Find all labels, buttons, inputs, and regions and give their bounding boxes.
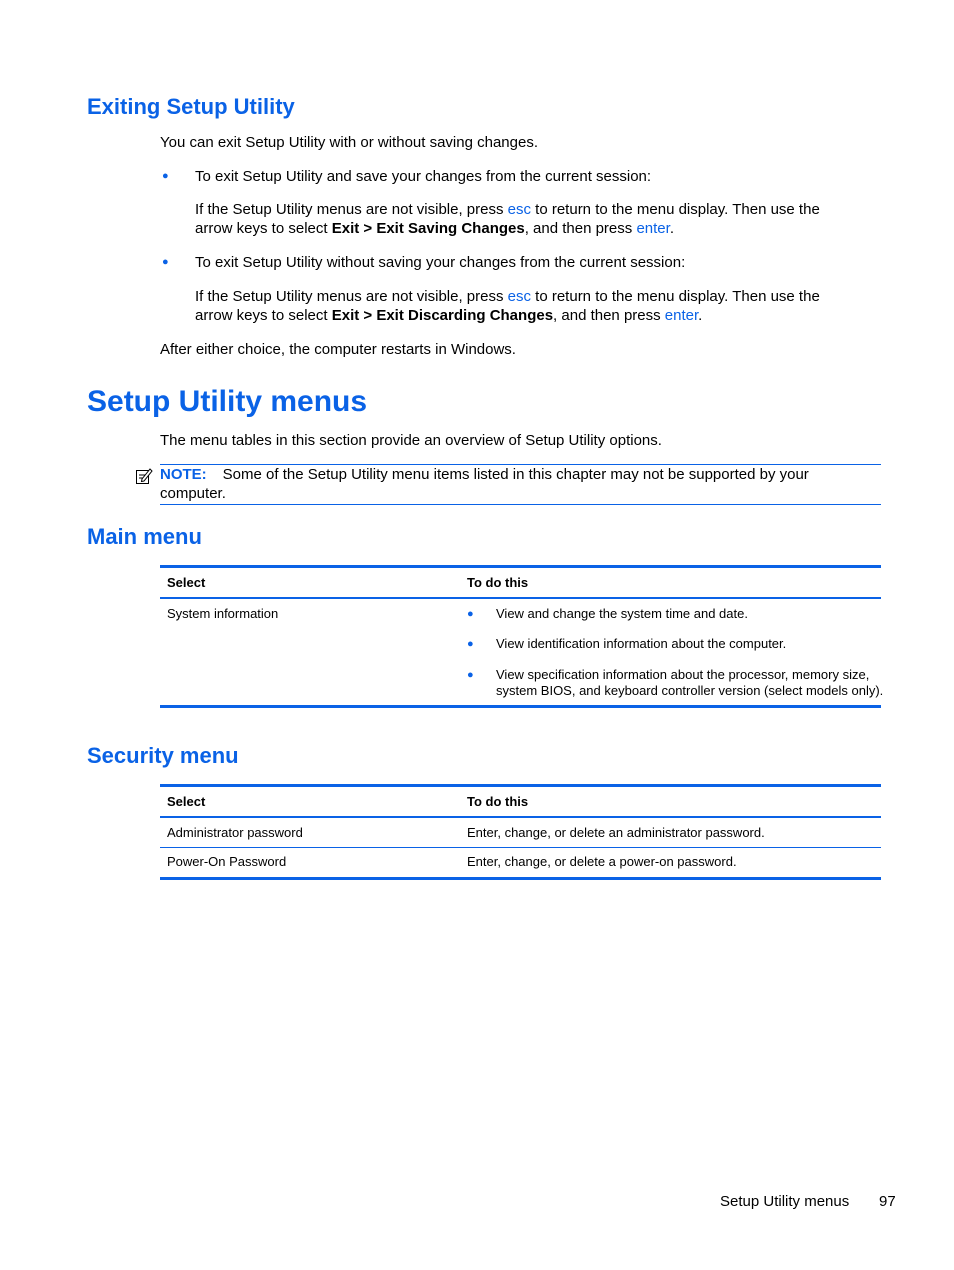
note-line <box>160 465 809 484</box>
text-segment: to return to the menu display. Then use the <box>531 288 820 305</box>
table-bottom-rule <box>160 705 881 708</box>
footer-title: Setup Utility menus <box>720 1193 850 1210</box>
bullet-detail-line <box>195 306 702 325</box>
table-list-item-cont: system BIOS, and keyboard controller version (select models only). <box>496 683 884 698</box>
text-segment: If the Setup Utility menus are not visible, press <box>195 288 508 305</box>
table-cell-select: System information <box>167 606 279 621</box>
bullet-detail-line <box>195 287 820 306</box>
bullet-lead: To exit Setup Utility without saving your changes from the current session: <box>195 254 686 271</box>
bullet-detail-line <box>195 219 674 238</box>
bullet-dot-icon: ● <box>467 669 474 681</box>
table-top-rule <box>160 565 881 568</box>
note-bottom-rule <box>160 504 881 505</box>
column-header-select: Select <box>167 575 206 590</box>
text-segment: . <box>669 220 674 237</box>
main-menu-heading: Main menu <box>87 524 202 549</box>
chapter-heading: Setup Utility menus <box>87 385 368 418</box>
bullet-dot-icon: ● <box>162 170 169 182</box>
menu-path: Exit > Exit Discarding Changes <box>331 307 554 324</box>
text-segment: If the Setup Utility menus are not visible, press <box>195 201 508 218</box>
table-list-item: View and change the system time and date. <box>496 606 748 621</box>
bullet-detail-line <box>195 200 820 219</box>
table-bottom-rule <box>160 877 881 880</box>
table-cell-todo: Enter, change, or delete a power-on password. <box>467 854 737 869</box>
key-esc: esc <box>507 201 531 218</box>
page-number: 97 <box>879 1193 896 1210</box>
menu-path: Exit > Exit Saving Changes <box>331 220 525 237</box>
table-header-rule <box>160 816 881 818</box>
table-cell-todo: Enter, change, or delete an administrator password. <box>467 825 765 840</box>
table-cell-select: Power-On Password <box>167 854 287 869</box>
table-cell-select: Administrator password <box>167 825 303 840</box>
text-segment: , and then press <box>553 307 665 324</box>
table-list-item: View specification information about the processor, memory size, <box>496 667 870 682</box>
security-menu-heading: Security menu <box>87 743 239 768</box>
note-pencil-icon <box>135 467 153 490</box>
key-enter: enter <box>636 220 670 237</box>
bullet-dot-icon: ● <box>467 608 474 620</box>
table-top-rule <box>160 784 881 787</box>
table-row-rule <box>160 847 881 848</box>
table-header-rule <box>160 597 881 599</box>
text-segment: to return to the menu display. Then use the <box>531 201 820 218</box>
key-esc: esc <box>507 288 531 305</box>
column-header-select: Select <box>167 794 206 809</box>
bullet-dot-icon: ● <box>467 638 474 650</box>
section-closing: After either choice, the computer restarts in Windows. <box>160 341 516 358</box>
column-header-todo: To do this <box>467 794 529 809</box>
column-header-todo: To do this <box>467 575 529 590</box>
note-text: Some of the Setup Utility menu items listed in this chapter may not be supported by your <box>222 466 809 483</box>
text-segment: arrow keys to select <box>195 220 332 237</box>
chapter-intro: The menu tables in this section provide an overview of Setup Utility options. <box>160 432 662 449</box>
section-heading-exiting: Exiting Setup Utility <box>87 94 295 119</box>
text-segment: , and then press <box>524 220 637 237</box>
bullet-lead: To exit Setup Utility and save your changes from the current session: <box>195 168 652 185</box>
note-label: NOTE: <box>160 466 207 483</box>
text-segment: . <box>698 307 703 324</box>
key-enter: enter <box>664 307 699 324</box>
text-segment: arrow keys to select <box>195 307 332 324</box>
bullet-dot-icon: ● <box>162 256 169 268</box>
section-intro: You can exit Setup Utility with or without saving changes. <box>160 134 538 151</box>
table-list-item: View identification information about the computer. <box>496 636 787 651</box>
note-text-cont: computer. <box>160 485 226 502</box>
